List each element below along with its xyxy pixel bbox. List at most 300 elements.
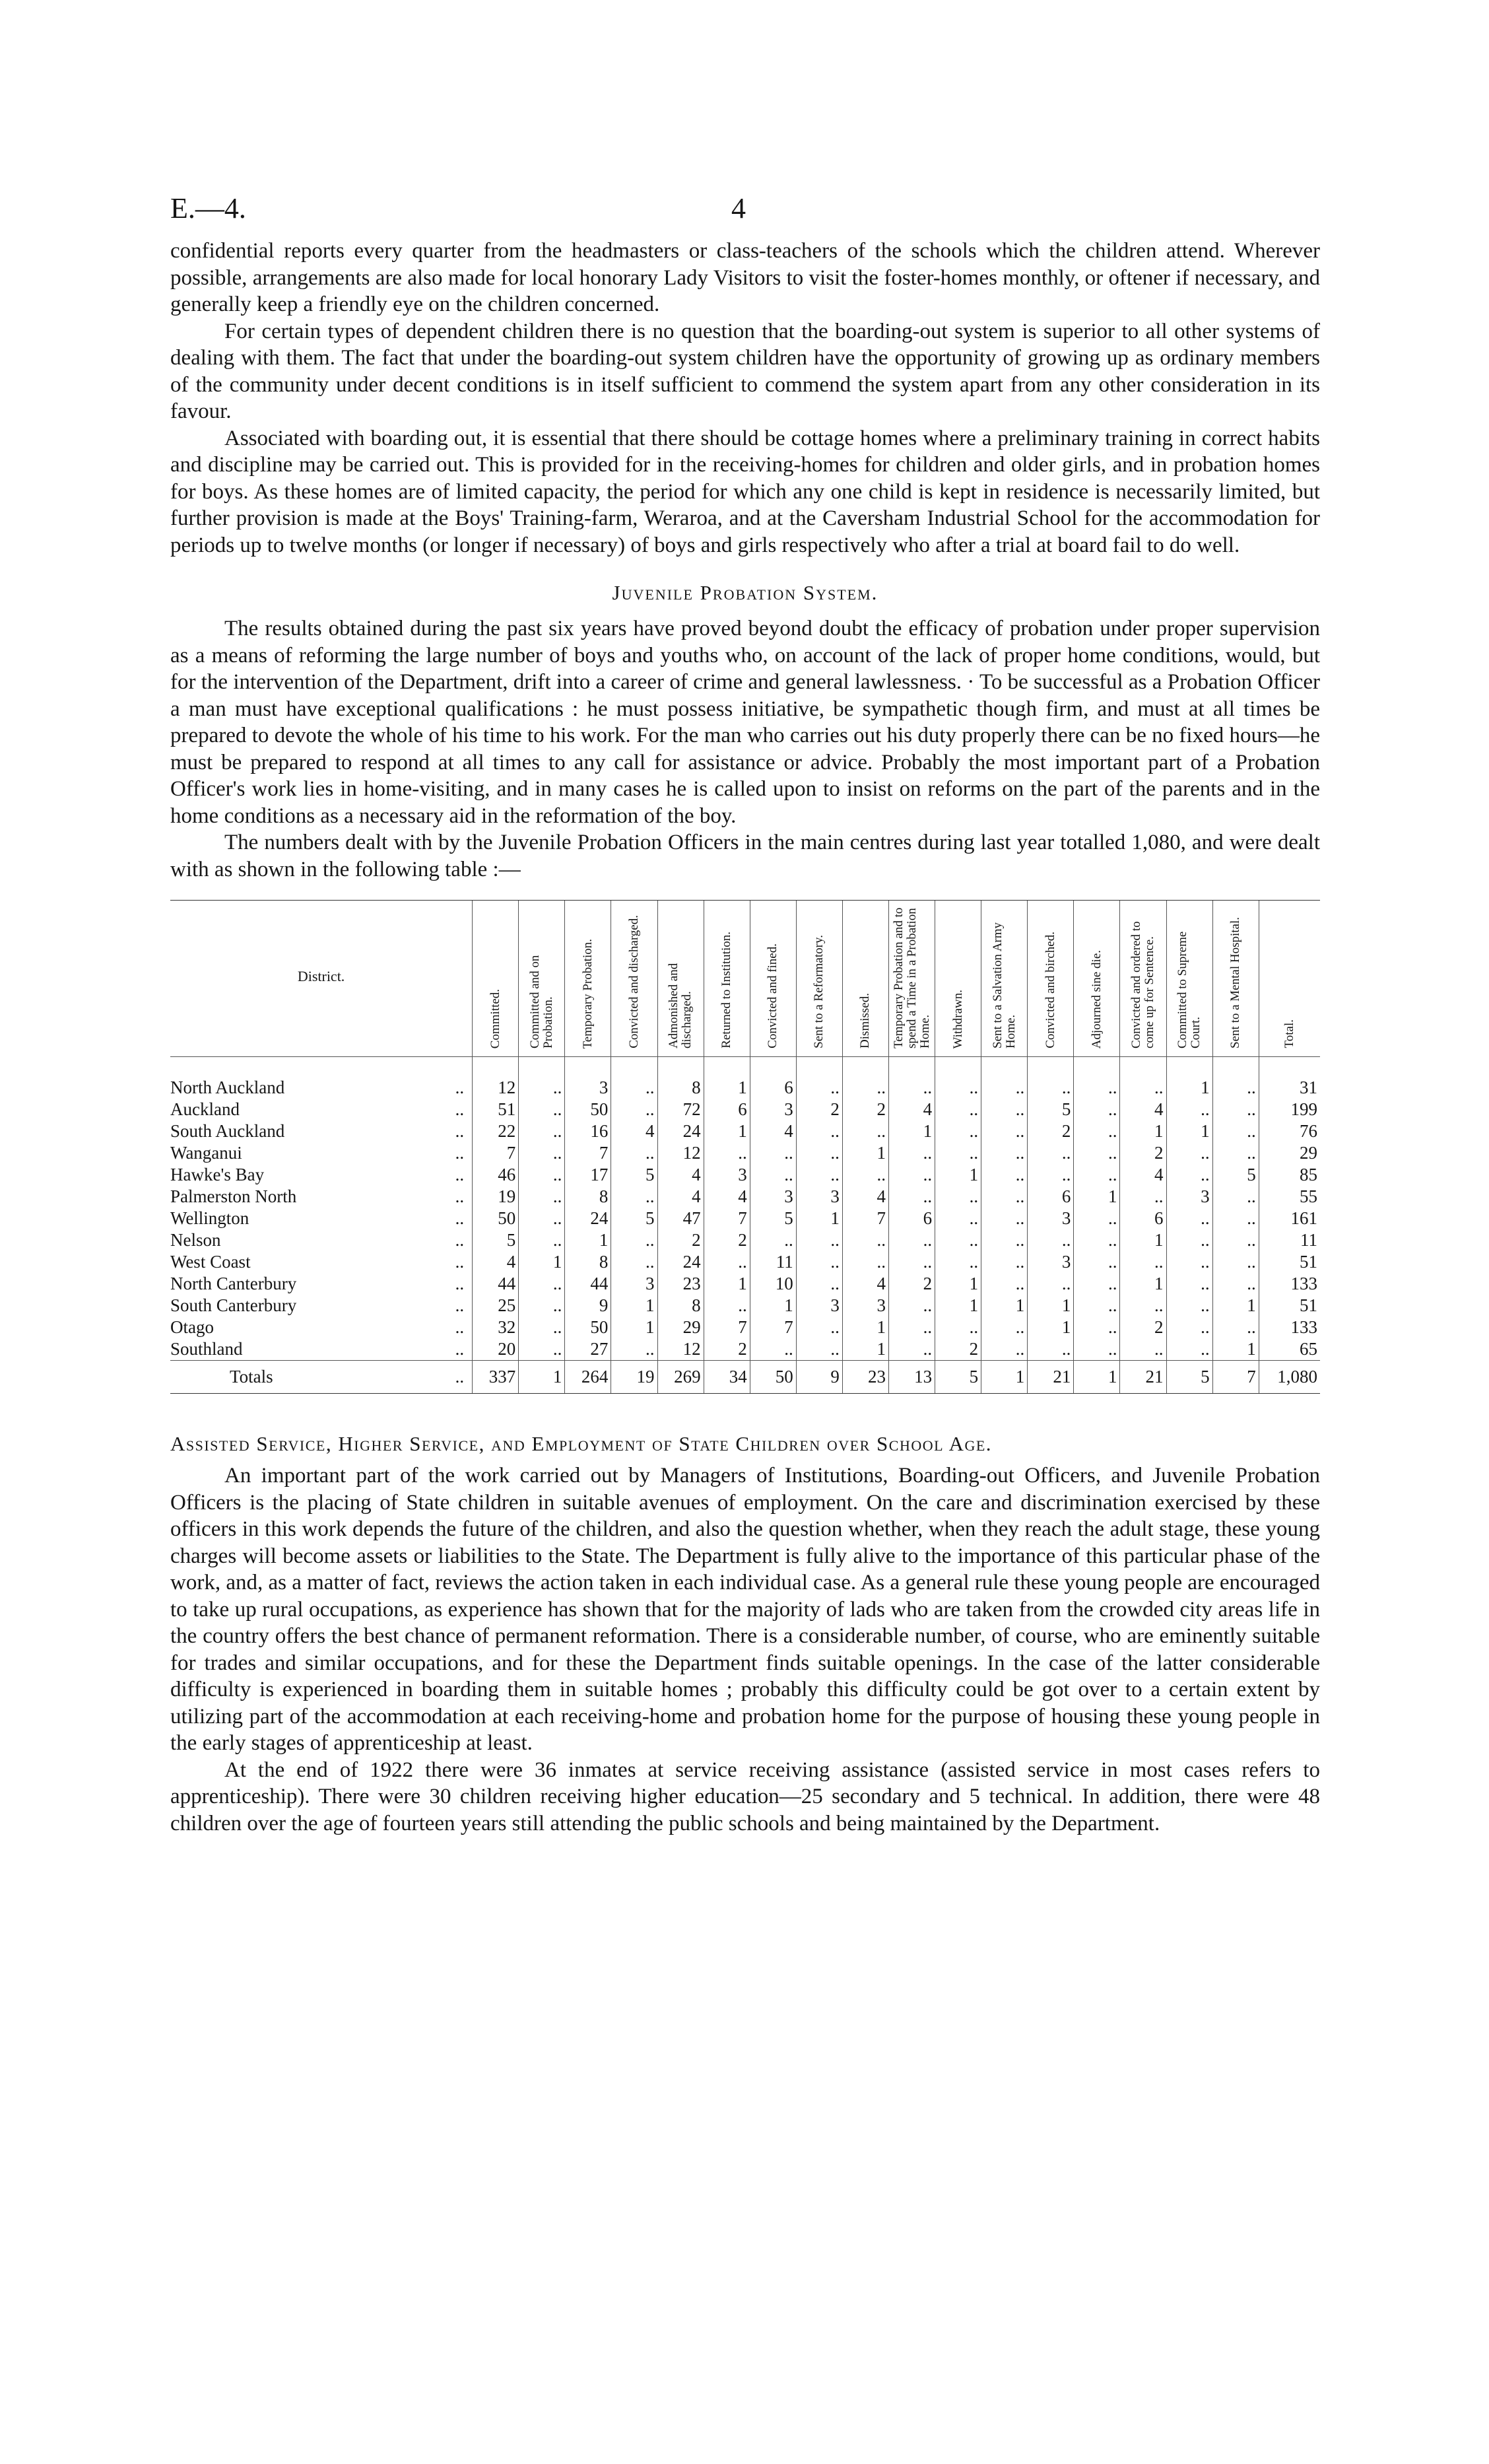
table-cell: .. [519,1338,565,1361]
table-cell: .. [611,1251,657,1273]
table-cell: 51 [1259,1251,1320,1273]
table-cell: .. [1212,1142,1259,1164]
table-cell: .. [888,1338,935,1361]
table-cell: .. [1028,1164,1074,1186]
table-cell: .. [981,1208,1028,1229]
column-header [704,901,750,1057]
table-cell: .. [888,1317,935,1338]
table-cell: 1 [1212,1338,1259,1361]
table-cell: 3 [842,1295,888,1317]
table-cell: 3 [750,1099,796,1120]
table-cell: 2 [1120,1317,1166,1338]
table-cell: .. [1166,1273,1212,1295]
district-name: Wanganui .. [170,1143,465,1163]
table-cell: 51 [1259,1295,1320,1317]
table-cell: 7 [473,1142,519,1164]
table-cell: 50 [565,1317,611,1338]
paragraph: For certain types of dependent children there is no question that the boarding-out system is superior to all other systems of dealing with them. The fact that under the boarding-out system children have the opportunity of growing up as ordinary members of the community under decent conditions is in itself sufficient to commend the system apart from any other consideration in its favour. [170,319,1320,423]
table-cell: 32 [473,1317,519,1338]
table-cell: 4 [1120,1164,1166,1186]
table-cell: 8 [565,1186,611,1208]
table-cell: .. [888,1057,935,1099]
table-cell: 199 [1259,1099,1320,1120]
table-cell: 3 [750,1186,796,1208]
table-cell: 8 [565,1251,611,1273]
table-cell: 1 [842,1338,888,1361]
table-cell: 31 [1259,1057,1320,1099]
table-cell: .. [888,1186,935,1208]
table-cell: .. [1028,1229,1074,1251]
column-header-label: Temporary Probation and to spend a Time in a Probation Home. [891,907,932,1048]
table-cell: .. [935,1057,981,1099]
table-cell: .. [1166,1295,1212,1317]
table-cell: .. [611,1229,657,1251]
table-cell: .. [935,1251,981,1273]
table-cell: 8 [657,1057,704,1099]
table-cell: 1 [1120,1273,1166,1295]
table-cell: .. [981,1251,1028,1273]
table-cell: .. [1074,1295,1120,1317]
table-cell: .. [1074,1273,1120,1295]
table-cell: 161 [1259,1208,1320,1229]
totals-cell: 264 [565,1361,611,1394]
table-cell: .. [796,1057,842,1099]
table-cell: .. [750,1142,796,1164]
table-cell: 1 [1028,1295,1074,1317]
table-cell: .. [519,1186,565,1208]
table-cell: 44 [565,1273,611,1295]
paragraph: Associated with boarding out, it is essential that there should be cottage homes where a preliminary training in correct habits and discipline may be carried out. This is provided for in the receiving-homes for children and older girls, and in probation homes for boys. As these homes are of limited capacity, the period for which any one child is kept in residence is necessarily limited, but further provision is made at the Boys' Training-farm, Weraroa, and at the Caversham Industrial School for the accommodation for periods up to twelve months (or longer if necessary) of boys and girls respectively who after a trial at board fail to do well. [170,426,1320,557]
column-header [1120,901,1166,1057]
table-cell: 6 [888,1208,935,1229]
table-cell: .. [1074,1317,1120,1338]
table-cell: 7 [842,1208,888,1229]
totals-cell: 7 [1212,1361,1259,1394]
table-cell: .. [704,1295,750,1317]
table-cell: .. [519,1295,565,1317]
table-cell: 51 [473,1099,519,1120]
column-header [1074,901,1120,1057]
column-header-label: Convicted and birched. [1043,932,1057,1048]
table-cell: .. [796,1317,842,1338]
totals-cell: 21 [1120,1361,1166,1394]
table-cell: 3 [611,1273,657,1295]
table-row [170,1057,1320,1099]
table-cell: .. [796,1338,842,1361]
table-row [170,1273,1320,1295]
table-cell: 24 [565,1208,611,1229]
table-cell: .. [981,1099,1028,1120]
table-cell: 20 [473,1338,519,1361]
table-cell: .. [935,1186,981,1208]
column-header-label: Temporary Probation. [580,938,595,1048]
district-name: South Auckland .. [170,1121,465,1141]
report-reference: E.—4. [170,192,246,224]
column-header [473,901,519,1057]
table-cell: .. [842,1229,888,1251]
table-cell: 2 [704,1229,750,1251]
table-row [170,1164,1320,1186]
table-cell: .. [842,1164,888,1186]
table-cell: .. [981,1120,1028,1142]
paragraph: The results obtained during the past six years have proved beyond doubt the efficacy of probation under proper supervision as a means of reforming the large number of boys and youths who, on account of the lack of proper home conditions, would, but for the intervention of the Department, drift into a career of crime and general lawlessness. · To be successful as a Probation Officer a man must have exceptional qualifications : he must possess initiative, be sympathetic though firm, and must at all times be prepared to devote the whole of his time to his work. For the man who carries out his duty properly there can be no fixed hours—he must be prepared to respond at all times to any call for assistance or advice. Probably the most important part of a Probation Officer's work lies in home-visiting, and in many cases he is called upon to insist on reforms on the part of the parents and in the home conditions as a necessary aid in the reformation of the boy. [170,617,1320,828]
table-cell: .. [519,1120,565,1142]
table-cell: .. [519,1142,565,1164]
table-cell: .. [1166,1164,1212,1186]
table-cell: .. [796,1142,842,1164]
totals-cell: 19 [611,1361,657,1394]
table-cell: .. [1120,1295,1166,1317]
table-cell: 1 [888,1120,935,1142]
table-cell: 1 [704,1120,750,1142]
table-cell: .. [1166,1099,1212,1120]
table-cell: 1 [1166,1120,1212,1142]
table-cell: 7 [565,1142,611,1164]
table-cell: .. [611,1057,657,1099]
column-header [611,901,657,1057]
table-cell: 6 [750,1057,796,1099]
table-cell: .. [935,1120,981,1142]
paragraph: The numbers dealt with by the Juvenile Probation Officers in the main centres during last year totalled 1,080, and were dealt with as shown in the following table :— [170,831,1320,881]
table-cell: 4 [473,1251,519,1273]
table-cell: .. [611,1186,657,1208]
table-cell: 2 [796,1099,842,1120]
table-row [170,1295,1320,1317]
column-header [981,901,1028,1057]
table-cell: 3 [796,1295,842,1317]
table-cell: .. [981,1273,1028,1295]
table-cell: .. [888,1251,935,1273]
district-name: North Auckland .. [170,1078,465,1097]
district-name: West Coast .. [170,1252,465,1272]
table-cell: 16 [565,1120,611,1142]
table-cell: 27 [565,1338,611,1361]
table-cell: .. [1212,1186,1259,1208]
table-cell: .. [1074,1142,1120,1164]
table-cell: 4 [842,1273,888,1295]
table-cell: 9 [565,1295,611,1317]
table-cell: .. [519,1208,565,1229]
column-header-label: Committed and on Probation. [527,955,555,1048]
table-cell: .. [1074,1099,1120,1120]
column-header-label: Sent to a Mental Hospital. [1228,917,1243,1048]
totals-cell: 337 [473,1361,519,1394]
column-header [842,901,888,1057]
column-header [1166,901,1212,1057]
totals-cell: 1 [981,1361,1028,1394]
table-row [170,1142,1320,1164]
table-cell: 4 [1120,1099,1166,1120]
column-header-label: Adjourned sine die. [1089,949,1104,1048]
table-cell: .. [704,1251,750,1273]
table-cell: 29 [657,1317,704,1338]
column-header-label: Withdrawn. [950,989,965,1048]
table-cell: .. [1074,1229,1120,1251]
table-cell: .. [1212,1229,1259,1251]
table-row [170,1099,1320,1120]
table-cell: 19 [473,1186,519,1208]
table-cell: 17 [565,1164,611,1186]
table-cell: 72 [657,1099,704,1120]
table-cell: .. [519,1099,565,1120]
district-name: North Canterbury .. [170,1274,465,1293]
table-cell: 3 [1028,1251,1074,1273]
table-cell: 1 [704,1273,750,1295]
table-cell: 1 [935,1273,981,1295]
table-cell: .. [1212,1273,1259,1295]
totals-label: Totals .. [170,1361,473,1394]
table-cell: .. [1166,1229,1212,1251]
table-cell: .. [888,1142,935,1164]
table-cell: .. [1074,1120,1120,1142]
table-cell: .. [935,1317,981,1338]
totals-cell: 21 [1028,1361,1074,1394]
table-cell: .. [519,1273,565,1295]
column-header-label: Committed to Supreme Court. [1175,931,1203,1048]
totals-cell: 50 [750,1361,796,1394]
table-cell: .. [1074,1208,1120,1229]
table-cell: 47 [657,1208,704,1229]
table-cell: .. [1166,1338,1212,1361]
table-cell: 7 [704,1317,750,1338]
table-cell: 1 [519,1251,565,1273]
paragraph: An important part of the work carried out by Managers of Institutions, Boarding-out Officers, and Juvenile Probation Officers is the placing of State children in suitable avenues of employment. On the care and discrimination exercised by these officers in this work depends the future of the children, and also the question whether, when they reach the adult stage, these young charges will become assets or liabilities to the State. The Department is fully alive to the importance of this particular phase of the work, and, as a matter of fact, reviews the action taken in each individual case. As a general rule these young people are encouraged to take up rural occupations, as experience has shown that for the majority of lads who are taken from the crowded city areas life in the country offers the best chance of permanent reformation. There is a considerable number, of course, who are eminently suitable for trades and similar occupations, and for these the Department finds suitable openings. In the case of the latter considerable difficulty is experienced in boarding them in suitable homes ; probably this difficulty could be got over to a certain extent by utilizing part of the accommodation at each receiving-home and probation home for the purpose of housing these young people in the early stages of apprenticeship at least. [170,1464,1320,1755]
table-cell: 1 [1120,1229,1166,1251]
table-header-row [170,901,1320,1057]
table-cell: 3 [1028,1208,1074,1229]
table-cell: 1 [935,1164,981,1186]
paragraph: confidential reports every quarter from the headmasters or class-teachers of the schools which the children attend. Wherever possible, arrangements are also made for local honorary Lady Visitors to visit the foster-homes monthly, or oftener if necessary, and generally keep a friendly eye on the children concerned. [170,239,1320,316]
table-cell: .. [519,1057,565,1099]
table-cell: 22 [473,1120,519,1142]
table-cell: .. [981,1186,1028,1208]
totals-cell: 13 [888,1361,935,1394]
totals-cell: 23 [842,1361,888,1394]
table-cell: 29 [1259,1142,1320,1164]
table-cell: 11 [1259,1229,1320,1251]
column-header-label: Committed. [488,988,502,1048]
table-cell: .. [611,1338,657,1361]
table-cell: .. [935,1142,981,1164]
district-header: District. [170,901,473,1057]
table-cell: .. [519,1164,565,1186]
table-cell: .. [981,1057,1028,1099]
table-cell: .. [519,1317,565,1338]
table-cell: 12 [657,1142,704,1164]
table-cell: .. [1212,1251,1259,1273]
table-cell: 8 [657,1295,704,1317]
page-header [170,191,1320,238]
totals-cell: 34 [704,1361,750,1394]
table-cell: 85 [1259,1164,1320,1186]
table-cell: .. [1212,1057,1259,1099]
table-cell: .. [1166,1208,1212,1229]
column-header [1028,901,1074,1057]
table-cell: .. [796,1164,842,1186]
district-name: Southland .. [170,1339,465,1359]
table-cell: 1 [1028,1317,1074,1338]
table-cell: .. [842,1057,888,1099]
table-cell: 4 [750,1120,796,1142]
table-cell: 23 [657,1273,704,1295]
table-cell: 4 [842,1186,888,1208]
table-cell: 44 [473,1273,519,1295]
table-cell: 133 [1259,1273,1320,1295]
table-cell: 5 [1212,1164,1259,1186]
table-cell: .. [1074,1057,1120,1099]
table-cell: 4 [704,1186,750,1208]
document-page [170,191,1320,1837]
district-name: Otago .. [170,1317,465,1337]
table-cell: .. [981,1338,1028,1361]
table-cell: .. [704,1142,750,1164]
column-header-label: Convicted and fined. [766,943,780,1048]
table-cell: 1 [981,1295,1028,1317]
table-cell: .. [1074,1164,1120,1186]
table-cell: 4 [888,1099,935,1120]
table-cell: .. [981,1164,1028,1186]
table-cell: 11 [750,1251,796,1273]
table-cell: 2 [842,1099,888,1120]
table-cell: 7 [750,1317,796,1338]
table-cell: .. [1028,1273,1074,1295]
totals-cell: 1,080 [1259,1361,1320,1394]
table-cell: .. [1120,1251,1166,1273]
table-cell: .. [750,1229,796,1251]
table-cell: .. [750,1338,796,1361]
table-cell: 3 [565,1057,611,1099]
table-cell: .. [981,1229,1028,1251]
table-cell: .. [1212,1120,1259,1142]
table-cell: 2 [657,1229,704,1251]
table-cell: 1 [842,1317,888,1338]
table-cell: .. [888,1229,935,1251]
table-cell: .. [1166,1251,1212,1273]
column-header-label: Admonished and discharged. [667,963,694,1048]
column-header-label: Convicted and discharged. [626,915,641,1048]
table-cell: .. [935,1099,981,1120]
table-cell: .. [888,1164,935,1186]
table-cell: .. [1120,1186,1166,1208]
district-name: Wellington .. [170,1208,465,1228]
totals-cell: 1 [1074,1361,1120,1394]
table-row [170,1186,1320,1208]
table-cell: 5 [611,1208,657,1229]
table-cell: .. [1120,1338,1166,1361]
table-cell: .. [981,1142,1028,1164]
table-row [170,1251,1320,1273]
table-cell: 2 [888,1273,935,1295]
district-name: Auckland .. [170,1099,465,1119]
table-cell: 5 [473,1229,519,1251]
table-cell: .. [1166,1142,1212,1164]
totals-cell: 9 [796,1361,842,1394]
table-cell: 1 [611,1295,657,1317]
table-cell: .. [1028,1142,1074,1164]
table-cell: .. [611,1142,657,1164]
table-cell: 6 [1028,1186,1074,1208]
table-cell: 10 [750,1273,796,1295]
table-cell: .. [1074,1338,1120,1361]
table-cell: .. [888,1295,935,1317]
table-cell: 1 [935,1295,981,1317]
column-header-label: Total. [1282,1019,1296,1048]
table-cell: .. [935,1208,981,1229]
table-row [170,1317,1320,1338]
table-cell: 1 [1120,1120,1166,1142]
district-name: Hawke's Bay .. [170,1165,465,1184]
table-cell: .. [1028,1057,1074,1099]
table-cell: 7 [704,1208,750,1229]
table-cell: 50 [473,1208,519,1229]
paragraph: At the end of 1922 there were 36 inmates at service receiving assistance (assisted service in most cases refers to apprenticeship). There were 30 children receiving higher education—25 secondary and 5 technical. In addition, there were 48 children over the age of fourteen years still attending the public schools and being maintained by the Department. [170,1758,1320,1835]
district-name: Palmerston North .. [170,1186,465,1206]
table-cell: 5 [611,1164,657,1186]
table-cell: .. [1120,1057,1166,1099]
table-cell: 76 [1259,1120,1320,1142]
table-cell: .. [842,1251,888,1273]
totals-cell: 5 [1166,1361,1212,1394]
column-header-label: Convicted and ordered to come up for Sentence. [1129,921,1156,1048]
table-cell: 2 [1028,1120,1074,1142]
table-cell: .. [519,1229,565,1251]
column-header [750,901,796,1057]
table-cell: 4 [657,1164,704,1186]
table-cell: 46 [473,1164,519,1186]
table-cell: .. [796,1251,842,1273]
table-cell: 1 [842,1142,888,1164]
table-cell: 55 [1259,1186,1320,1208]
table-cell: .. [796,1273,842,1295]
table-cell: .. [796,1229,842,1251]
table-cell: .. [1212,1317,1259,1338]
table-cell: 3 [704,1164,750,1186]
table-cell: 3 [1166,1186,1212,1208]
column-header [519,901,565,1057]
table-cell: .. [842,1120,888,1142]
column-header [935,901,981,1057]
table-cell: 2 [1120,1142,1166,1164]
section-heading: Juvenile Probation System. [612,581,878,604]
table-cell: 65 [1259,1338,1320,1361]
table-cell: 5 [1028,1099,1074,1120]
table-cell: .. [1212,1099,1259,1120]
table-cell: 4 [611,1120,657,1142]
totals-cell: 5 [935,1361,981,1394]
district-name: Nelson .. [170,1230,465,1250]
table-cell: 12 [473,1057,519,1099]
probation-table [170,900,1320,1394]
table-cell: 2 [704,1338,750,1361]
table-cell: .. [1166,1317,1212,1338]
table-cell: 1 [1074,1186,1120,1208]
table-cell: 3 [796,1186,842,1208]
column-header-label: Dismissed. [858,993,873,1048]
table-cell: 24 [657,1120,704,1142]
table-cell: 4 [657,1186,704,1208]
table-cell: .. [796,1120,842,1142]
table-cell: .. [750,1164,796,1186]
table-cell: 50 [565,1099,611,1120]
table-cell: 24 [657,1251,704,1273]
table-cell: 1 [796,1208,842,1229]
table-cell: 1 [1212,1295,1259,1317]
column-header [888,901,935,1057]
table-cell: .. [981,1317,1028,1338]
table-cell: .. [1212,1208,1259,1229]
table-row [170,1120,1320,1142]
column-header [565,901,611,1057]
